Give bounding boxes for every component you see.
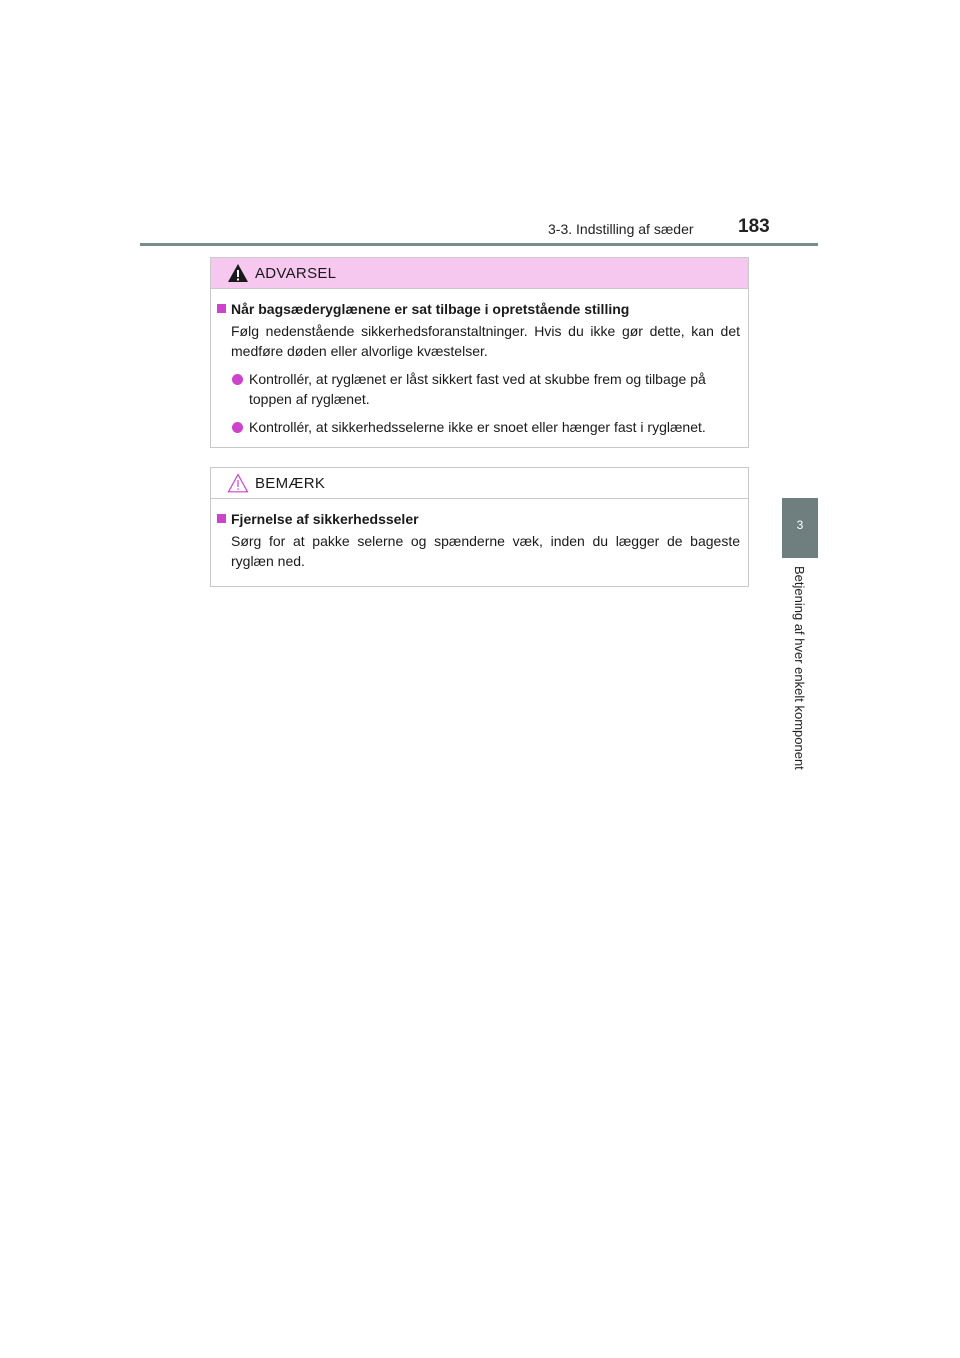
- notice-heading: BEMÆRK: [255, 475, 326, 492]
- warning-box-body: [211, 289, 748, 437]
- warning-item-title: [217, 299, 740, 319]
- circle-bullet-icon: [232, 422, 243, 433]
- warning-bullet-item: [217, 369, 740, 409]
- chapter-tab: [782, 498, 818, 558]
- notice-box: [210, 467, 749, 587]
- square-bullet-icon: [217, 514, 226, 523]
- page-number: 183: [738, 216, 770, 237]
- header-divider: [140, 243, 818, 246]
- chapter-label: Betjening af hver enkelt komponent: [792, 566, 807, 770]
- square-bullet-icon: [217, 304, 226, 313]
- warning-bullet-item: [217, 417, 740, 437]
- chapter-number: 3: [796, 518, 804, 532]
- notice-box-header: [211, 468, 748, 499]
- warning-item-title-text: Når bagsæderyglænene er sat tilbage i opretstående stilling: [231, 301, 630, 317]
- warning-heading: ADVARSEL: [255, 265, 337, 282]
- notice-box-body: [211, 499, 748, 571]
- warning-triangle-filled-icon: [227, 263, 249, 283]
- warning-box: [210, 257, 749, 448]
- warning-box-header: [211, 258, 748, 289]
- warning-triangle-outline-icon: [227, 473, 249, 493]
- warning-paragraph: Følg nedenstående sikkerhedsforanstaltninger. Hvis du ikke gør dette, kan det medføre døden eller alvorlige kvæstelser.: [231, 323, 740, 359]
- circle-bullet-icon: [232, 374, 243, 385]
- page-header: [0, 0, 960, 250]
- section-title: 3-3. Indstilling af sæder: [548, 221, 694, 237]
- notice-item-title: [217, 509, 740, 529]
- notice-paragraph: Sørg for at pakke selerne og spænderne væk, inden du lægger de bageste ryglæn ned.: [231, 533, 740, 569]
- notice-item-title-text: Fjernelse af sikkerhedsseler: [231, 511, 419, 527]
- warning-bullet-text: Kontrollér, at sikkerhedsselerne ikke er snoet eller hænger fast i ryglænet.: [249, 419, 706, 435]
- warning-bullet-text: Kontrollér, at ryglænet er låst sikkert fast ved at skubbe frem og tilbage på toppen af ryglænet.: [249, 371, 706, 407]
